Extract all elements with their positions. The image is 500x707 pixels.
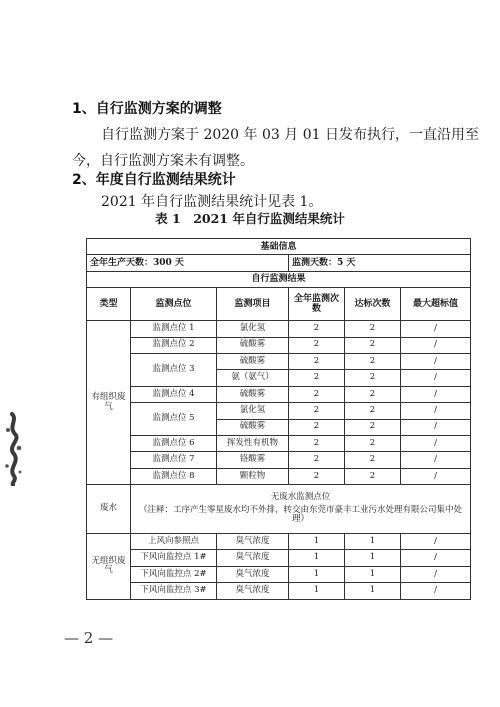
section1-para-line1: 自行监测方案于 2020 年 03 月 01 日发布执行，一直沿用至: [101, 127, 479, 143]
cell-pass: 1: [345, 534, 401, 550]
cell-point: 监测点位 6: [131, 435, 217, 451]
production-days: 全年生产天数：300 天: [87, 255, 289, 271]
cell-pass: 2: [345, 468, 401, 484]
table-row: [87, 534, 471, 550]
type-cell-wastewater: 废水: [87, 485, 131, 534]
cell-max: /: [401, 435, 471, 451]
cell-count: 1: [289, 534, 345, 550]
cell-point: 监测点位 5: [131, 403, 217, 436]
cell-pass: 2: [345, 435, 401, 451]
section2-heading: 2、年度自行监测结果统计: [72, 172, 236, 188]
cell-count: 2: [289, 419, 345, 435]
column-header: 最大超标值: [401, 288, 471, 321]
cell-count: 2: [289, 468, 345, 484]
table-row: [87, 550, 471, 566]
cell-count: 2: [289, 386, 345, 402]
cell-max: /: [401, 403, 471, 419]
cell-count: 2: [289, 321, 345, 337]
cell-point: 下风向监控点 3#: [131, 583, 217, 599]
table-row: [87, 566, 471, 582]
cell-point: 上风向参照点: [131, 534, 217, 550]
cell-point: 监测点位 2: [131, 337, 217, 353]
cell-point: 监测点位 3: [131, 353, 217, 386]
table-row: [87, 353, 471, 369]
cell-count: 1: [289, 566, 345, 582]
section1-para-line2: 今，自行监测方案未有调整。: [72, 153, 254, 169]
table-row: [87, 485, 471, 534]
monitoring-results-table: [86, 238, 471, 600]
table-row: [87, 386, 471, 402]
table-row: [87, 435, 471, 451]
table-row: [87, 452, 471, 468]
cell-item: 臭气浓度: [217, 534, 289, 550]
cell-max: /: [401, 566, 471, 582]
table-row: [87, 403, 471, 419]
cell-count: 2: [289, 452, 345, 468]
section1-heading: 1、自行监测方案的调整: [72, 101, 222, 117]
column-header: 监测点位: [131, 288, 217, 321]
cell-pass: 2: [345, 337, 401, 353]
cell-item: 臭气浓度: [217, 583, 289, 599]
cell-point: 下风向监控点 1#: [131, 550, 217, 566]
cell-item: 氯化氢: [217, 321, 289, 337]
cell-pass: 1: [345, 566, 401, 582]
cell-pass: 1: [345, 583, 401, 599]
monitoring-days: 监测天数：5 天: [289, 255, 471, 271]
cell-max: /: [401, 321, 471, 337]
cell-max: /: [401, 370, 471, 386]
column-header: 全年监测次数: [289, 288, 345, 321]
cell-point: 监测点位 1: [131, 321, 217, 337]
cell-max: /: [401, 386, 471, 402]
table-row: [87, 468, 471, 484]
cell-item: 硫酸雾: [217, 419, 289, 435]
cell-item: 硫酸雾: [217, 337, 289, 353]
cell-pass: 2: [345, 353, 401, 369]
cell-item: 臭气浓度: [217, 566, 289, 582]
cell-max: /: [401, 583, 471, 599]
cell-count: 2: [289, 403, 345, 419]
cell-pass: 2: [345, 321, 401, 337]
table-row: [87, 321, 471, 337]
cell-max: /: [401, 468, 471, 484]
page-number: — 2 —: [64, 629, 114, 647]
cell-point: 下风向监控点 2#: [131, 566, 217, 582]
table-row: [87, 337, 471, 353]
scan-artifact-mark: [2, 410, 26, 486]
cell-pass: 2: [345, 370, 401, 386]
wastewater-note: [131, 485, 471, 534]
cell-point: 监测点位 4: [131, 386, 217, 402]
table-row: [87, 255, 471, 271]
cell-count: 1: [289, 550, 345, 566]
wastewater-note-line1: 无废水监测点位: [270, 491, 331, 502]
cell-point: 监测点位 7: [131, 452, 217, 468]
table-row: [87, 271, 471, 287]
cell-count: 2: [289, 370, 345, 386]
cell-pass: 2: [345, 403, 401, 419]
cell-pass: 2: [345, 452, 401, 468]
cell-max: /: [401, 550, 471, 566]
results-header: 自行监测结果: [87, 271, 471, 287]
cell-count: 2: [289, 435, 345, 451]
type-cell-organized: 有组织废气: [87, 321, 131, 485]
cell-item: 硫酸雾: [217, 353, 289, 369]
cell-item: 硫酸雾: [217, 386, 289, 402]
cell-count: 2: [289, 337, 345, 353]
cell-item: 颗粒物: [217, 468, 289, 484]
cell-pass: 2: [345, 419, 401, 435]
table-row: [87, 583, 471, 599]
cell-max: /: [401, 534, 471, 550]
cell-max: /: [401, 353, 471, 369]
cell-item: 氨（氨气）: [217, 370, 289, 386]
column-header-row: [87, 288, 471, 321]
cell-item: 氯化氢: [217, 403, 289, 419]
cell-pass: 1: [345, 550, 401, 566]
basic-info-header: 基础信息: [87, 239, 471, 255]
type-cell-unorganized: 无组织废气: [87, 534, 131, 600]
cell-count: 1: [289, 583, 345, 599]
cell-max: /: [401, 337, 471, 353]
cell-item: 铬酸雾: [217, 452, 289, 468]
table-row: [87, 239, 471, 255]
cell-max: /: [401, 452, 471, 468]
column-header: 监测项目: [217, 288, 289, 321]
wastewater-note-line2: （注释：工序产生零星废水均不外排，转交由东莞市豪丰工业污水处理有限公司集中处理）: [139, 504, 463, 525]
column-header: 类型: [87, 288, 131, 321]
cell-max: /: [401, 419, 471, 435]
section2-para: 2021 年自行监测结果统计见表 1。: [101, 194, 323, 210]
cell-item: 臭气浓度: [217, 550, 289, 566]
cell-count: 2: [289, 353, 345, 369]
cell-pass: 2: [345, 386, 401, 402]
column-header: 达标次数: [345, 288, 401, 321]
cell-item: 挥发性有机物: [217, 435, 289, 451]
table-title: 表 1 2021 年自行监测结果统计: [155, 211, 345, 226]
cell-point: 监测点位 8: [131, 468, 217, 484]
